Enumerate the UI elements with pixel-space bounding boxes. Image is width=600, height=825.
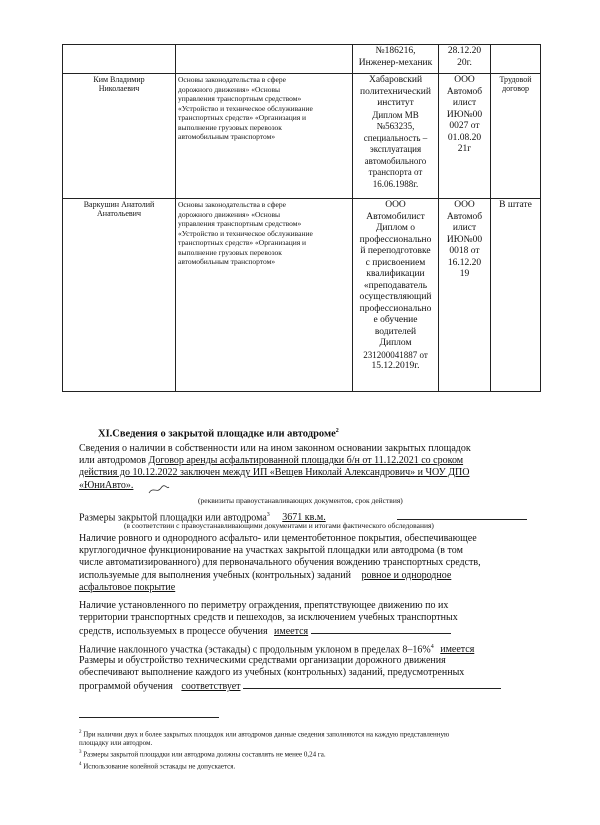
education-line: й переподготовке bbox=[360, 246, 431, 256]
basis-cell bbox=[491, 199, 541, 392]
surface-paragraph bbox=[79, 533, 551, 594]
certificate-cell bbox=[439, 199, 491, 392]
surface-line bbox=[79, 570, 551, 582]
certificate-line: ИЮ№00 bbox=[446, 234, 483, 245]
education-line: институт bbox=[377, 98, 414, 108]
footnote-3: $^3$ Размеры закрытой площадки или автодрома должны составлять не менее 0,24 га. bbox=[79, 750, 326, 759]
slope-value: имеется bbox=[440, 644, 475, 656]
person-name-second: Николаевич bbox=[98, 84, 140, 93]
equipment-blank-line bbox=[243, 679, 501, 689]
education-line: 231200041887 от bbox=[363, 349, 428, 360]
surface-value: асфальтовое покрытие bbox=[79, 581, 176, 593]
size-note: (в соответствии с правоустанавливающими документами и итогами фактического обследования) bbox=[124, 521, 434, 530]
footnote-text: При наличии двух и более закрытых площадок или автодромов данные сведения заполняются на каждую представленную bbox=[83, 730, 450, 739]
certificate-line: 01.08.20 bbox=[447, 132, 482, 143]
surface-line: Наличие ровного и однородного асфальто- или цементобетонное покрытия, обеспечивающее bbox=[79, 533, 477, 544]
subjects-cell bbox=[176, 199, 353, 392]
certificate-line: Автомоб bbox=[446, 86, 483, 97]
equipment-line: Размеры и обустройство техническими средствами организации дорожного движения bbox=[79, 655, 446, 666]
education-cell bbox=[353, 199, 439, 392]
footnote-4: $^4$ Использование колейной эстакады не допускается. bbox=[79, 761, 236, 770]
education-line: №563235, bbox=[376, 121, 415, 131]
education-line: профессионально bbox=[359, 303, 432, 314]
education-line: 15.12.2019г. bbox=[371, 361, 420, 371]
basis-line: Трудовой bbox=[499, 75, 532, 84]
subject-line: «Устройство и техническое обслуживание bbox=[178, 228, 313, 238]
education-line: с присвоением bbox=[365, 257, 426, 268]
size-footnote-ref: 3 bbox=[266, 512, 270, 518]
certificate-line: илист bbox=[452, 98, 477, 108]
doc-number: №186216, bbox=[375, 46, 416, 56]
subject-line: Основы законодательства в сфере bbox=[178, 75, 286, 84]
subject-line: выполнение грузовых перевозок bbox=[178, 247, 282, 257]
fence-line: Наличие установленного по периметру ограждения, препятствующее движению по их bbox=[79, 600, 449, 611]
section-title-text: XI.Сведения о закрытой площадке или автодроме bbox=[98, 428, 336, 440]
education-line: Диплом МВ bbox=[372, 109, 419, 120]
size-value: 3671 кв.м. bbox=[282, 512, 326, 524]
certificate-line: ООО bbox=[454, 200, 475, 210]
person-name-first: Варкушин Анатолий bbox=[83, 200, 155, 209]
table-row bbox=[63, 45, 541, 74]
name-cell bbox=[63, 74, 176, 199]
person-name-second: Анатольевич bbox=[97, 209, 141, 218]
footnote-2: $^2$ При наличии двух и более закрытых площадок или автодромов данные сведения заполняются на каждую представленную bbox=[79, 730, 450, 739]
size-blank-line bbox=[397, 510, 527, 520]
equipment-value: соответствует bbox=[181, 681, 241, 693]
certificate-line: 16.12.20 bbox=[447, 257, 482, 268]
education-line: автомобильного bbox=[364, 155, 427, 166]
surface-line: круглогодичное функционирование на участках закрытой площадки или автодрома (в том bbox=[79, 545, 463, 557]
subject-line: управления транспортным средством» bbox=[178, 219, 302, 228]
certificate-line: ООО bbox=[454, 75, 475, 85]
subject-line: Основы законодательства в сфере bbox=[178, 200, 286, 209]
handwritten-mark bbox=[147, 484, 171, 496]
education-line: осуществляющий bbox=[359, 292, 432, 302]
requisites-note: (реквизиты правоустанавливающих документов, срок действия) bbox=[198, 496, 403, 505]
equipment-line bbox=[79, 679, 551, 693]
date-part1: 28.12.20 bbox=[447, 46, 482, 56]
surface-value: ровное и однородное bbox=[361, 569, 452, 581]
equipment-line: обеспечивают выполнение каждого из учебных (контрольных) заданий, предусмотренных bbox=[79, 667, 465, 679]
date-part2: 20г. bbox=[457, 57, 472, 68]
ownership-line bbox=[79, 455, 551, 467]
education-line: ООО bbox=[385, 200, 406, 210]
certificate-line: 21г bbox=[457, 144, 472, 154]
surface-line bbox=[79, 582, 551, 594]
equipment-paragraph bbox=[79, 655, 551, 694]
subject-line: автомобильным транспортом» bbox=[178, 257, 276, 266]
subjects-cell bbox=[176, 74, 353, 199]
basis-cell bbox=[491, 74, 541, 199]
slope-footnote-ref: 4 bbox=[430, 644, 434, 650]
subject-line: дорожного движения» «Основы bbox=[178, 209, 281, 219]
education-line: Хабаровский bbox=[368, 75, 423, 85]
certificate-cell bbox=[439, 45, 491, 74]
fence-lead: средств, используемых в процессе обучения bbox=[79, 626, 268, 638]
lease-agreement-text: действия до 10.12.2022 заключен между ИП «Вещев Николай Александрович» и ЧОУ ДПО bbox=[79, 467, 470, 479]
footnotes bbox=[79, 728, 559, 771]
subject-line: транспортных средств» «Организация и bbox=[178, 238, 307, 247]
education-line: Автомобилист bbox=[366, 211, 425, 222]
qualification: Инженер-механик bbox=[358, 57, 433, 68]
education-line: е обучение bbox=[373, 315, 418, 325]
subject-line: транспортных средств» «Организация и bbox=[178, 113, 307, 122]
education-cell bbox=[353, 74, 439, 199]
lease-agreement-text: «ЮниАвто». bbox=[79, 479, 134, 491]
basis-line: договор bbox=[502, 84, 529, 93]
education-line: эксплуатация bbox=[369, 144, 422, 154]
certificate-cell bbox=[439, 74, 491, 199]
education-cell bbox=[353, 45, 439, 74]
education-line: транспорта от bbox=[368, 167, 423, 177]
table-row bbox=[63, 74, 541, 199]
footnote-text: площадку или автодром. bbox=[79, 739, 153, 748]
fence-value: имеется bbox=[274, 626, 309, 638]
subject-line: выполнение грузовых перевозок bbox=[178, 122, 282, 132]
surface-line: числе автоматизированного) для первоначального обучения вождению транспортных средств, bbox=[79, 557, 481, 569]
education-line: политехнический bbox=[360, 86, 431, 97]
size-label: Размеры закрытой площадки или автодрома bbox=[79, 512, 267, 524]
footnote-separator bbox=[79, 717, 219, 718]
name-cell bbox=[63, 199, 176, 392]
staff-table bbox=[62, 44, 541, 392]
ownership-lead: или автодромов bbox=[79, 455, 147, 467]
lease-agreement-text: Договор аренды асфальтированной площадки б/н от 11.12.2021 со сроком bbox=[148, 455, 464, 467]
education-line: водителей bbox=[374, 326, 417, 337]
subjects-cell bbox=[176, 45, 353, 74]
name-cell bbox=[63, 45, 176, 74]
education-line: «преподаватель bbox=[363, 280, 428, 291]
subject-line: автомобильным транспортом» bbox=[178, 132, 276, 141]
table-row bbox=[63, 199, 541, 392]
certificate-line: илист bbox=[452, 223, 477, 233]
footnote-text: Размеры закрытой площадки или автодрома должны составлять не менее 0,24 га. bbox=[83, 750, 326, 759]
person-name-first: Ким Владимир bbox=[93, 75, 145, 84]
subject-line: управления транспортным средством» bbox=[178, 94, 302, 103]
subject-line: дорожного движения» «Основы bbox=[178, 84, 281, 94]
fence-line: территории транспортных средств и пешеходов, за исключением учебных транспортных bbox=[79, 612, 458, 624]
equipment-lead: программой обучения bbox=[79, 681, 173, 693]
section-title-footnote-ref: 2 bbox=[335, 428, 339, 434]
basis-cell bbox=[491, 45, 541, 74]
education-line: профессионально bbox=[359, 234, 432, 245]
slope-label: Наличие наклонного участка (эстакады) с продольным уклоном в пределах 8–16% bbox=[79, 644, 431, 656]
subject-line: «Устройство и техническое обслуживание bbox=[178, 103, 313, 113]
fence-line bbox=[79, 624, 551, 638]
ownership-line: Сведения о наличии в собственности или на ином законном основании закрытых площадок bbox=[79, 443, 471, 454]
fence-paragraph bbox=[79, 600, 551, 639]
education-line: квалификации bbox=[366, 269, 425, 279]
certificate-line: 0027 от bbox=[449, 121, 480, 131]
certificate-line: 0018 от bbox=[449, 246, 480, 256]
certificate-line: 19 bbox=[459, 269, 470, 279]
footnote-text: Использование колейной эстакады не допускается. bbox=[83, 761, 236, 770]
certificate-line: ИЮ№00 bbox=[446, 109, 483, 120]
education-line: специальность – bbox=[363, 132, 428, 143]
section-title bbox=[98, 428, 339, 440]
surface-lead: используемые для выполнения учебных (контрольных) заданий bbox=[79, 569, 351, 581]
certificate-line: Автомоб bbox=[446, 211, 483, 222]
education-line: Диплом о bbox=[375, 223, 416, 233]
basis-text: В штате bbox=[499, 200, 532, 210]
education-line: Диплом bbox=[379, 338, 412, 348]
fence-blank-line bbox=[311, 624, 451, 634]
education-line: 16.06.1988г. bbox=[372, 178, 419, 189]
